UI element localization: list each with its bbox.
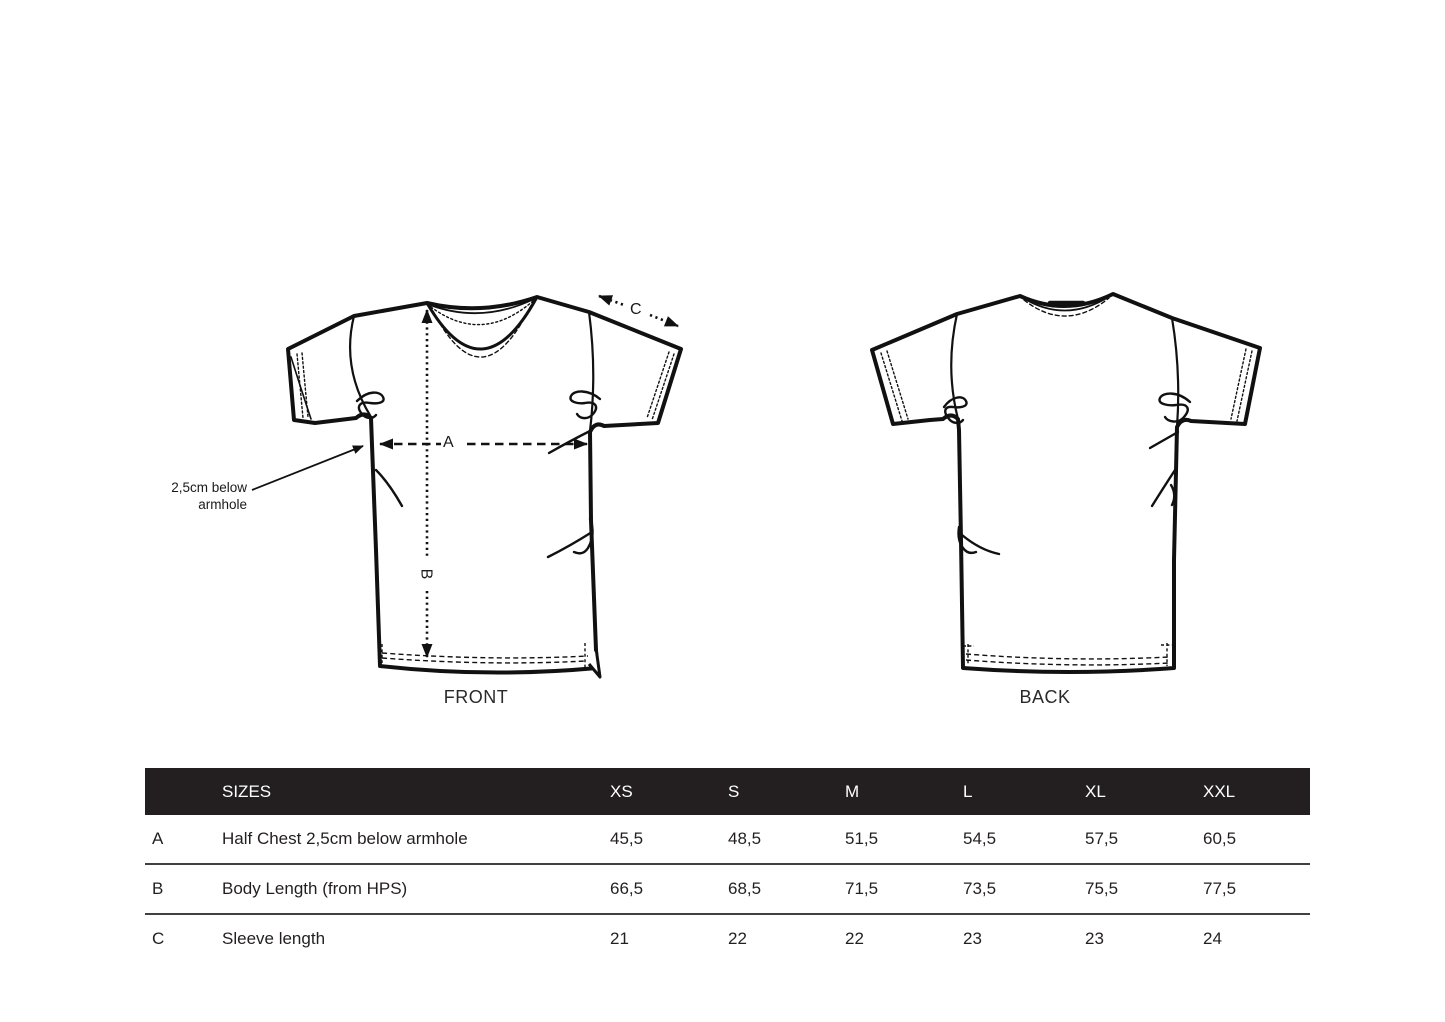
row-value: 71,5 [845,864,963,914]
table-row-b [145,864,1310,914]
size-table-header-row [145,768,1310,815]
row-value: 77,5 [1203,864,1310,914]
row-value: 21 [610,914,728,963]
header-empty-cell [145,768,222,815]
header-xl: XL [1085,768,1203,815]
row-value: 68,5 [728,864,845,914]
armhole-annotation [127,479,247,513]
header-xxl: XXL [1203,768,1310,815]
row-value: 22 [728,914,845,963]
row-label: Body Length (from HPS) [222,864,610,914]
front-view-label: FRONT [443,687,509,707]
measure-label-a: A [443,434,454,451]
row-value: 75,5 [1085,864,1203,914]
armhole-annotation-line2: armhole [198,497,247,512]
row-value: 23 [1085,914,1203,963]
front-shirt-outline [288,297,681,673]
header-xs: XS [610,768,728,815]
tshirt-back-diagram [845,258,1285,718]
annotation-pointer-line [252,446,363,490]
row-value: 57,5 [1085,815,1203,864]
row-value: 45,5 [610,815,728,864]
size-table [145,768,1310,963]
header-s: S [728,768,845,815]
row-value: 48,5 [728,815,845,864]
back-shirt-outline [872,294,1260,672]
tshirt-front-diagram [250,258,710,718]
row-value: 54,5 [963,815,1085,864]
row-value: 66,5 [610,864,728,914]
measure-label-c: C [630,301,642,318]
measure-label-b: B [417,568,435,580]
row-value: 51,5 [845,815,963,864]
row-label: Sleeve length [222,914,610,963]
header-m: M [845,768,963,815]
header-l: L [963,768,1085,815]
armhole-annotation-line1: 2,5cm below [171,480,247,495]
back-view-label: BACK [1019,687,1071,707]
row-value: 73,5 [963,864,1085,914]
row-value: 60,5 [1203,815,1310,864]
header-sizes: SIZES [222,768,610,815]
row-value: 23 [963,914,1085,963]
row-key: C [145,914,222,963]
row-label: Half Chest 2,5cm below armhole [222,815,610,864]
table-row-a [145,815,1310,864]
row-key: B [145,864,222,914]
table-row-c [145,914,1310,963]
row-key: A [145,815,222,864]
row-value: 24 [1203,914,1310,963]
row-value: 22 [845,914,963,963]
